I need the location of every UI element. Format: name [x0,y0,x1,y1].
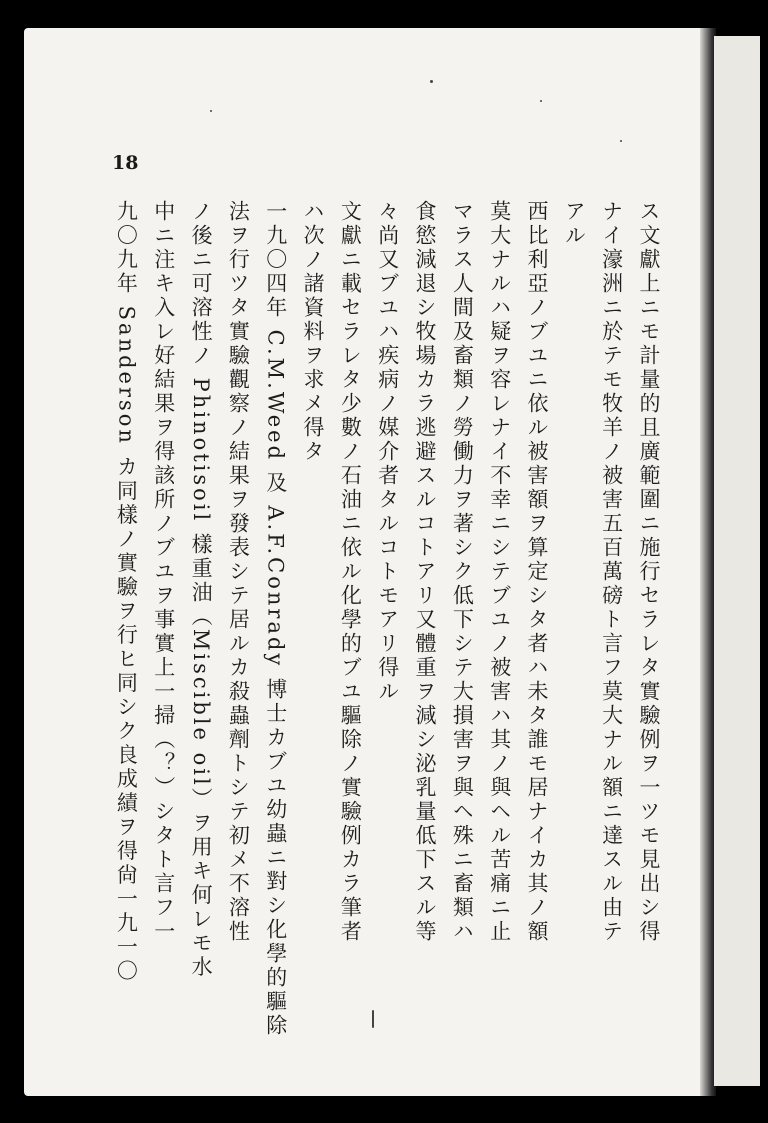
scan-speck [372,1010,374,1028]
scan-speck [430,80,433,83]
text-column-2: ナイ濠洲ニ於テモ牧羊ノ被害五百萬磅ト言フ莫大ナル額ニ達スル由テ [599,200,624,944]
text-column-14: 中ニ注キ入レ好結果ヲ得該所ノブユヲ事實上一掃（？）シタト言フ一 [151,200,176,944]
text-column-5: 莫大ナルハ疑ヲ容レナイ不幸ニシテブユノ被害ハ其ノ與ヘル苦痛ニ止 [487,200,512,944]
vertical-text-body [108,200,668,1060]
text-column-13: ノ後ニ可溶性ノ Phinotisoil 樣重油（Miscible oil）ヲ用キ何レモ水 [189,200,214,980]
text-column-10: ハ次ノ諸資料ヲ求メ得タ [301,200,326,464]
text-column-8: 々尚又ブユハ疾病ノ媒介者タルコトモアリ得ル [375,200,400,704]
text-column-4: 西比利亞ノブユニ依ル被害額ヲ算定シタ者ハ未タ誰モ居ナイカ其ノ額 [525,200,550,944]
text-column-7: 食慾減退シ牧場カラ逃避スルコトアリ又體重ヲ減シ泌乳量低下スル等 [413,200,438,944]
scan-speck [620,140,622,142]
text-column-1: ス文獻上ニモ計量的且廣範圍ニ施行セラレタ實驗例ヲ一ツモ見出シ得 [637,200,661,944]
text-column-12: 法ヲ行ツタ實驗觀察ノ結果ヲ發表シテ居ルカ殺蟲劑トシテ初メ不溶性 [226,200,251,944]
scan-speck [210,110,212,112]
text-column-6: マラス人間及畜類ノ勞働力ヲ著シク低下シテ大損害ヲ與ヘ殊ニ畜類ハ [450,200,475,944]
scan-speck [540,100,542,102]
page-number: 18 [112,152,139,174]
text-column-15: 九〇九年 Sanderson カ同樣ノ實驗ヲ行ヒ同シク良成績ヲ得尙一九一〇 [114,200,139,984]
text-column-9: 文獻ニ載セラレタ少數ノ石油ニ依ル化學的ブユ驅除ノ實驗例カラ筆者 [338,200,363,944]
text-column-11: 一九〇四年 C.M.Weed 及 A.F.Conrady 博士カブユ幼蟲ニ對シ化學的驅除 [263,200,288,1038]
text-column-3: アル [562,200,587,248]
adjacent-page-edge [714,36,760,1086]
